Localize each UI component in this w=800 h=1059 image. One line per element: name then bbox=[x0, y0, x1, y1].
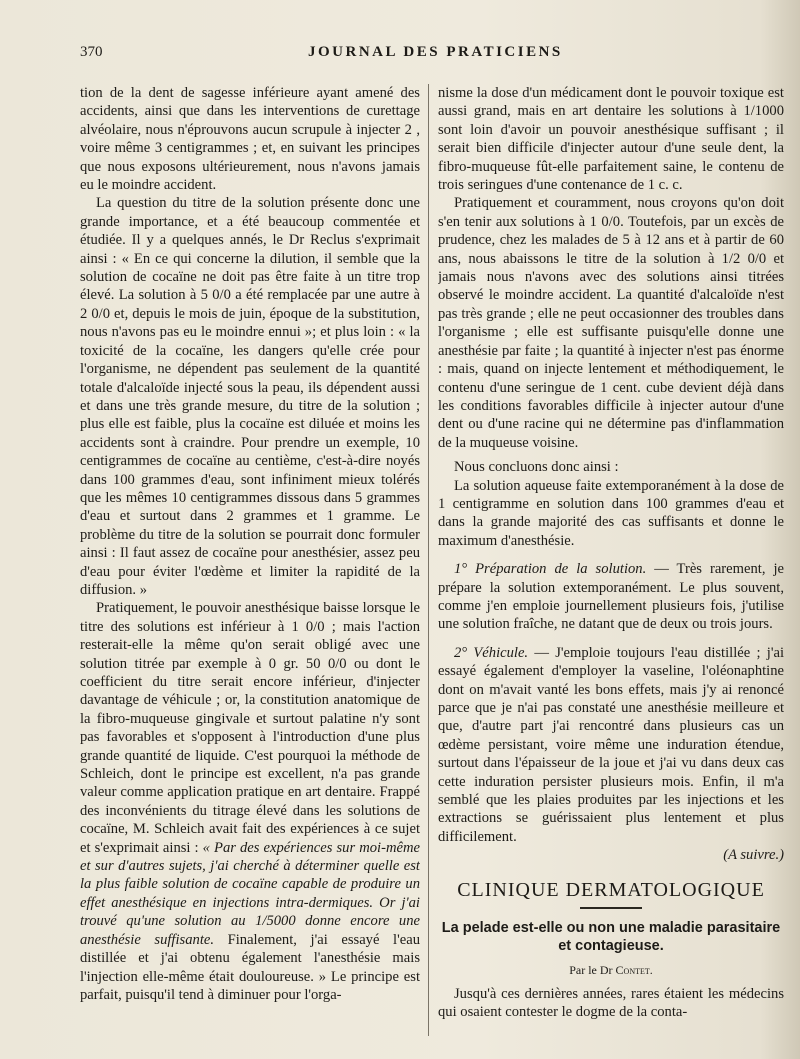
vehicle-paragraph bbox=[438, 644, 784, 846]
right-paragraph-2: Pratiquement et couramment, nous croyons qu'on doit s'en tenir aux solutions à 1 0/0. Toutefois, par un excès de prudence, chez les malades de 5 à 12 ans et à partir de 60 ans, nous abaissons le titre de la solution à 1/2 0/0 et jamais nous n'avons avec des solutions ainsi titrées observé le moindre accident. La quantité d'alcaloïde n'est pas très grande ; elle ne peut occasionner des troubles dans l'organisme ; elle est suffisante puisqu'elle donne une anesthésie par faite ; la quantité à injecter n'est pas énorme : mais, quand on injecte lentement et méthodiquement, le contenu d'une seringue de 1 cent. cube devient déjà dans les conditions favorables difficile à injecter autour d'une dent ou d'une racine qui ne détermine pas d'inflammation de la muqueuse voisine. bbox=[438, 195, 784, 451]
running-title: JOURNAL DES PRATICIENS bbox=[308, 44, 563, 60]
left-column bbox=[80, 84, 420, 1052]
right-paragraph-1: nisme la dose d'un médicament dont le pouvoir toxique est aussi grand, mais en art dentaire les solutions à 1/1000 sont loin d'avoir un pouvoir anesthésique suffisant ; il serait bien difficile d'injecter autour d'une seule dent, la fibro-muqueuse fût-elle parfaitement saine, le contenu de trois seringues d'une contenance de 1 c. c. bbox=[438, 85, 784, 194]
author-name: Contet. bbox=[615, 962, 653, 977]
left-paragraph-3-start: Pratiquement, le pouvoir anesthésique baisse lorsque le titre des solutions est inférieur à 1 0/0 ; mais l'action resterait-elle la même qu'on serait obligé avec une solution titrée par exemple à 0 gr. 50 0/0 ou dont le coefficient du titre serait encore inférieur, d'injecter davantage de véhicule ; or, la constitution anatomique de la fibro-muqueuse gingivale et surtout palatine n'y sont pas favorables et s'opposent à l'introduction d'une plus grande quantité de liquide. C'est pourquoi la méthode de Schleich, dont le principe est excellent, n'a pas grande valeur comme application pratique en art dentaire. Frappé des inconvénients du titrage élevé dans les solutions de cocaïne, M. Schleich avait fait des expériences à ce sujet et s'exprimait ainsi : bbox=[80, 600, 420, 856]
vehicle-label: 2° Véhicule. bbox=[454, 644, 529, 661]
preparation-label: 1° Préparation de la solution. bbox=[454, 561, 647, 578]
preparation-paragraph bbox=[438, 560, 784, 634]
conclusion-paragraph: La solution aqueuse faite extemporanément à la dose de 1 centigramme en solution dans 100 grammes d'eau et dans la grande majorité des cas suffisants et donne le maximum d'anesthésie. bbox=[438, 477, 784, 549]
schleich-quote: « Par des expériences sur moi-même et sur d'autres sujets, j'ai cherché à déterminer quelle est la plus faible solution de cocaïne capable de produire un effet anesthésique en injections intra-dermiques. Or j'ai trouvé qu'une solution au 1/5000 donne encore une anesthésie suffisante. bbox=[80, 839, 420, 948]
byline-prefix: Par le Dr bbox=[569, 962, 616, 977]
vehicle-text: — J'emploie toujours l'eau distillée ; j'ai essayé également d'employer la vaseline, l'oléonaphtine dont on m'avait vanté les bons effets, mais j'y ai renoncé parce que je n'ai pas constaté une anesthésie meilleure et que, d'autre part j'ai rencontré dans plusieurs cas un œdème persistant, voire même une induration étendue, surtout dans l'épaisseur de la joue et j'ai vu dans deux cas cette induration persister plusieurs mois. Enfin, il m'a semblé que les plaies produites par les injections et les extractions se guérissaient plus lentement et plus difficilement. bbox=[438, 644, 784, 845]
to-be-continued: (A suivre.) bbox=[723, 847, 784, 864]
left-paragraph-2: La question du titre de la solution présente donc une grande importance, et a été beaucoup commentée et étudiée. Il y a quelques annés, le Dr Reclus s'exprimait ainsi : « En ce qui concerne la dilution, il semble que la solution de cocaïne ne doit pas être faite à un titre trop élevé. La solution à 5 0/0 a été remplacée par une autre à 2 0/0 et, depuis le mois de juin, époque de la substitution, nous n'avons pas eu le moindre ennui »; et plus loin : « la toxicité de la cocaïne, les dangers qu'elle crée pour l'organisme, ne dépendent pas seulement de la quantité totale d'alcaloïde injecté sous la peau, ils dépendent aussi et dans une très grande mesure, du titre de la solution ; plus elle est faible, plus la cocaïne est diluée et moins les accidents sont à craindre. Pour prendre un exemple, 10 centigrammes de cocaïne au centième, c'est-à-dire noyés dans 100 grammes d'eau, sont infiniment mieux tolérés que les mêmes 10 centigrammes dissous dans 5 grammes d'eau et surtout dans 2 grammes et 1 gramme. Le problème du titre de la solution se pourrait donc formuler ainsi : Il faut assez de cocaïne pour anesthésier, assez peu d'eau pour éviter l'œdème et limiter la rapidité de la diffusion. » bbox=[80, 195, 420, 598]
section-rule bbox=[580, 907, 642, 909]
article-paragraph-1: Jusqu'à ces dernières années, rares étaient les médecins qui osaient contester le dogme de la conta- bbox=[438, 986, 784, 1021]
page-number: 370 bbox=[80, 44, 103, 60]
conclusion-intro: Nous concluons donc ainsi : bbox=[454, 459, 619, 476]
right-column bbox=[438, 84, 784, 1052]
section-title: CLINIQUE DERMATOLOGIQUE bbox=[457, 878, 765, 901]
column-divider bbox=[428, 84, 429, 1036]
left-paragraph-1: tion de la dent de sagesse inférieure ayant amené des accidents, ainsi que dans les interventions de curettage alvéolaire, nous n'éprouvons aucun scrupule à injecter 2 , voire même 3 centigrammes ; et, en suivant les principes que nous exposons ultérieurement, nous n'avons jamais eu le moindre accident. bbox=[80, 85, 420, 194]
page-header bbox=[80, 44, 780, 64]
byline bbox=[438, 961, 784, 979]
preparation-text: — Très rarement, je prépare la solution extemporanément. Le plus souvent, comme j'en emploie journellement plusieurs fois, j'utilise une solution fraîche, ne datant que de deux ou trois jours. bbox=[438, 561, 784, 633]
article-title: La pelade est-elle ou non une maladie parasitaire et contagieuse. bbox=[441, 919, 781, 954]
left-paragraph-3 bbox=[80, 599, 420, 1004]
left-paragraph-3-end: Finalement, j'ai essayé l'eau distillée et j'ai obtenu également l'anesthésie mais l'injection elle-même était douloureuse. » Le principe est parfait, puisqu'il tend à diminuer pour l'orga- bbox=[80, 931, 420, 1003]
